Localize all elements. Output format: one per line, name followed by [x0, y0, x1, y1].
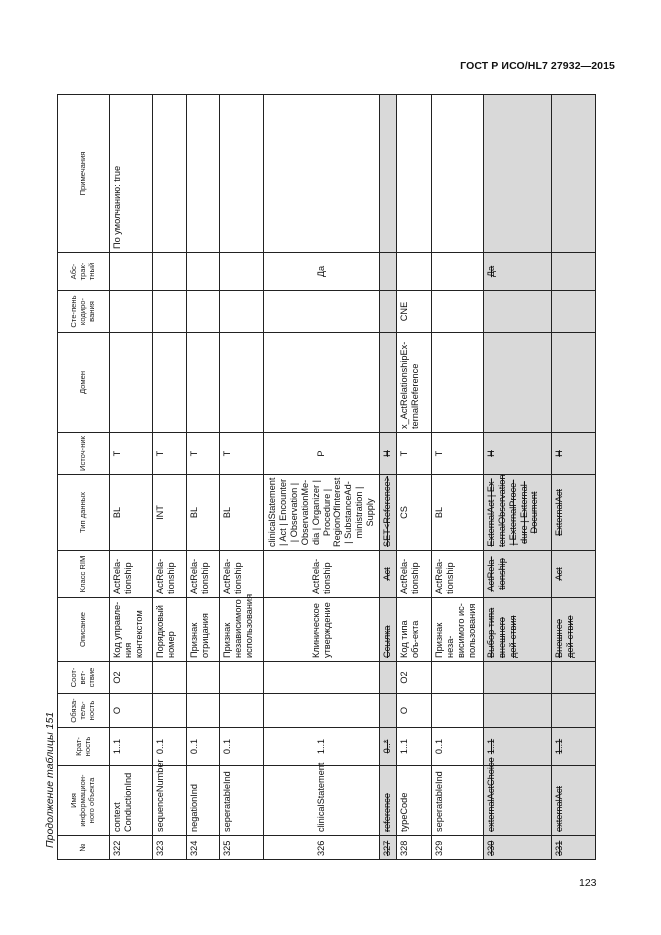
cell-num: 328: [397, 836, 432, 860]
standard-code: ГОСТ Р ИСО/HL7 27932—2015: [460, 60, 615, 72]
cell-src: T: [397, 433, 432, 475]
cell-card: 0..1: [187, 728, 220, 766]
cell-abstract: [187, 253, 220, 291]
cell-conf: O2: [397, 662, 432, 694]
cell-dtype: INT: [153, 475, 187, 551]
cell-dtype: clinicalStatement | Act | Encounter | Observation | ObservationMe-dia | Organizer | Procedure | RegionOfInterest | SubstanceAd-ministration | Supply: [264, 475, 380, 551]
cell-name: reference: [380, 766, 397, 836]
col-header-src: Источ-ник: [58, 433, 110, 475]
cell-name: externalActChoice: [484, 766, 552, 836]
cell-oblig: [552, 694, 596, 728]
cell-coding: [484, 291, 552, 333]
cell-name: seperatableInd: [432, 766, 484, 836]
cell-src: T: [187, 433, 220, 475]
cell-src: H: [484, 433, 552, 475]
cell-src: P: [264, 433, 380, 475]
cell-desc: Клиническое утверждение: [264, 598, 380, 662]
cell-card: 0..*: [380, 728, 397, 766]
cell-card: 1..1: [110, 728, 153, 766]
cell-name: seperatableInd: [220, 766, 264, 836]
table-row: [110, 95, 153, 860]
cell-card: 1..1: [484, 728, 552, 766]
cell-desc: Признак отрицания: [187, 598, 220, 662]
cell-domain: [484, 333, 552, 433]
cell-rim: ActRela-tionship: [432, 551, 484, 598]
cell-coding: [264, 291, 380, 333]
cell-notes: [552, 95, 596, 253]
cell-desc: Ссылка: [380, 598, 397, 662]
cell-notes: По умолчанию: true: [110, 95, 153, 253]
cell-notes: [153, 95, 187, 253]
cell-desc: Порядковый номер: [153, 598, 187, 662]
col-header-oblig: Обяза-тель-ность: [58, 694, 110, 728]
cell-abstract: [220, 253, 264, 291]
cell-notes: [264, 95, 380, 253]
cell-num: 331: [552, 836, 596, 860]
cell-conf: [552, 662, 596, 694]
cell-name: externalAct: [552, 766, 596, 836]
cell-coding: CNE: [397, 291, 432, 333]
cell-abstract: [153, 253, 187, 291]
cell-card: 1..1: [552, 728, 596, 766]
cell-abstract: Да: [264, 253, 380, 291]
cell-card: 0..1: [153, 728, 187, 766]
cell-num: 323: [153, 836, 187, 860]
table-caption: Продолжение таблицы 151: [44, 711, 56, 848]
cell-src: H: [552, 433, 596, 475]
cell-dtype: BL: [220, 475, 264, 551]
table-row: [484, 95, 552, 860]
cell-name: negationInd: [187, 766, 220, 836]
cell-card: 0..1: [432, 728, 484, 766]
cell-desc: Признак неза-висимого ис-пользования: [432, 598, 484, 662]
cell-rim: Act: [552, 551, 596, 598]
cell-dtype: ExternalAct: [552, 475, 596, 551]
table-row: [220, 95, 264, 860]
cell-num: 329: [432, 836, 484, 860]
cell-conf: [484, 662, 552, 694]
table-row: [380, 95, 397, 860]
object-table: [57, 94, 596, 860]
cell-oblig: [484, 694, 552, 728]
rotated-table-wrapper: [57, 95, 595, 860]
cell-num: 327: [380, 836, 397, 860]
cell-abstract: [110, 253, 153, 291]
col-header-abstract: Абс-трак-тный: [58, 253, 110, 291]
cell-domain: [187, 333, 220, 433]
cell-domain: [220, 333, 264, 433]
cell-coding: [110, 291, 153, 333]
cell-domain: [264, 333, 380, 433]
cell-conf: O2: [110, 662, 153, 694]
cell-abstract: [552, 253, 596, 291]
cell-oblig: [220, 694, 264, 728]
cell-notes: [220, 95, 264, 253]
cell-conf: [264, 662, 380, 694]
cell-rim: ActRela-tionship: [220, 551, 264, 598]
cell-num: 326: [264, 836, 380, 860]
cell-num: 322: [110, 836, 153, 860]
cell-domain: [153, 333, 187, 433]
cell-num: 330: [484, 836, 552, 860]
cell-conf: [187, 662, 220, 694]
cell-domain: [110, 333, 153, 433]
cell-coding: [432, 291, 484, 333]
cell-card: 0..1: [220, 728, 264, 766]
cell-rim: Act: [380, 551, 397, 598]
cell-desc: Признак независимого использования: [220, 598, 264, 662]
cell-abstract: Да: [484, 253, 552, 291]
table-row: [264, 95, 380, 860]
cell-domain: x_ActRelationshipEx-ternalReference: [397, 333, 432, 433]
col-header-name: Имя информацион-ного объекта: [58, 766, 110, 836]
cell-notes: [380, 95, 397, 253]
cell-src: T: [432, 433, 484, 475]
table-row: [187, 95, 220, 860]
col-header-coding: Сте-пень кодиро-вания: [58, 291, 110, 333]
cell-domain: [432, 333, 484, 433]
cell-rim: ActRela-tionship: [187, 551, 220, 598]
cell-rim: ActRela-tionship: [264, 551, 380, 598]
cell-src: T: [220, 433, 264, 475]
table-header-row: [58, 95, 110, 860]
cell-oblig: [380, 694, 397, 728]
cell-domain: [552, 333, 596, 433]
cell-dtype: BL: [110, 475, 153, 551]
cell-notes: [397, 95, 432, 253]
cell-src: T: [110, 433, 153, 475]
cell-coding: [220, 291, 264, 333]
cell-abstract: [380, 253, 397, 291]
col-header-rim: Класс RIM: [58, 551, 110, 598]
cell-name: sequenceNumber: [153, 766, 187, 836]
cell-oblig: O: [397, 694, 432, 728]
cell-coding: [153, 291, 187, 333]
cell-conf: [380, 662, 397, 694]
cell-oblig: [264, 694, 380, 728]
cell-notes: [484, 95, 552, 253]
cell-abstract: [432, 253, 484, 291]
table-row: [397, 95, 432, 860]
cell-dtype: SET<Reference>: [380, 475, 397, 551]
cell-conf: [432, 662, 484, 694]
cell-coding: [187, 291, 220, 333]
table-row: [432, 95, 484, 860]
cell-rim: ActRela-tionship: [153, 551, 187, 598]
col-header-desc: Описание: [58, 598, 110, 662]
cell-oblig: [187, 694, 220, 728]
cell-dtype: BL: [432, 475, 484, 551]
cell-rim: ActRela-tionship: [484, 551, 552, 598]
cell-rim: ActRela-tionship: [110, 551, 153, 598]
cell-coding: [380, 291, 397, 333]
table-row: [552, 95, 596, 860]
cell-name: clinicalStatement: [264, 766, 380, 836]
cell-desc: Внешнее дей-ствие: [552, 598, 596, 662]
cell-src: H: [380, 433, 397, 475]
col-header-card: Крат-ность: [58, 728, 110, 766]
cell-card: 1..1: [264, 728, 380, 766]
cell-rim: ActRela-tionship: [397, 551, 432, 598]
col-header-conf: Соот-вет-ствие: [58, 662, 110, 694]
cell-oblig: [432, 694, 484, 728]
cell-coding: [552, 291, 596, 333]
cell-oblig: [153, 694, 187, 728]
col-header-domain: Домен: [58, 333, 110, 433]
cell-num: 324: [187, 836, 220, 860]
cell-src: T: [153, 433, 187, 475]
cell-card: 1..1: [397, 728, 432, 766]
cell-desc: Код типа объ-екта: [397, 598, 432, 662]
cell-name: typeCode: [397, 766, 432, 836]
cell-conf: [153, 662, 187, 694]
table-row: [153, 95, 187, 860]
cell-num: 325: [220, 836, 264, 860]
col-header-notes: Примечания: [58, 95, 110, 253]
cell-desc: Код управле-ния контекстом: [110, 598, 153, 662]
cell-domain: [380, 333, 397, 433]
col-header-num: №: [58, 836, 110, 860]
page-number: 123: [579, 877, 597, 889]
cell-notes: [432, 95, 484, 253]
cell-name: context ConductionInd: [110, 766, 153, 836]
cell-notes: [187, 95, 220, 253]
col-header-dtype: Тип данных: [58, 475, 110, 551]
cell-abstract: [397, 253, 432, 291]
cell-dtype: BL: [187, 475, 220, 551]
cell-dtype: ExternalAct | Ex-ternalObservation | ExternalProce-dure | External-Document: [484, 475, 552, 551]
cell-desc: Выбор типа внешнего дей-ствия: [484, 598, 552, 662]
cell-dtype: CS: [397, 475, 432, 551]
cell-conf: [220, 662, 264, 694]
cell-oblig: O: [110, 694, 153, 728]
